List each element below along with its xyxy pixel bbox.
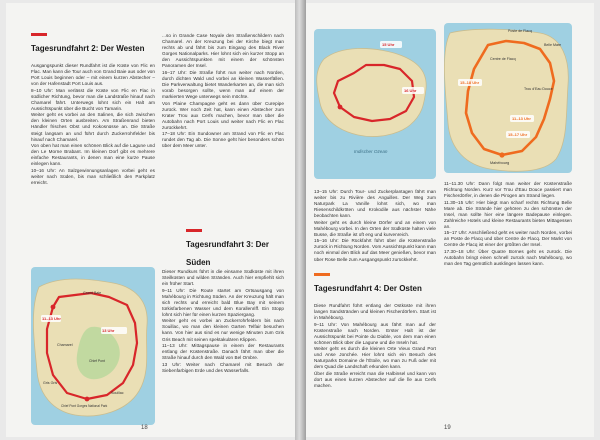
map-label: Poste de Flacq: [508, 29, 532, 33]
left-column-2-text: [162, 33, 284, 219]
route-map-south: [31, 267, 155, 425]
section-heading-south: [186, 229, 284, 270]
map-label: Gris Gris: [43, 381, 58, 385]
section-heading-text: Tagesrundfahrt 3: Der Süden: [186, 240, 269, 267]
paragraph: Von oben hat man einen schönen Blick auf die Lagune und den Le Morne Brabant. Im kleinen Dorf gibt es mehrere einfache Restaurants, in denen man eine kurze Pause einlegen kann.: [31, 143, 155, 167]
section-heading-west: [31, 33, 149, 56]
paragraph: Weiter geht es vorbei an den Salinen, die sich zwischen den kleinen Orten ausbreiten. Am Straßenrand bieten Händler frisches Obst und Kokosnüsse an. Die Straße steigt langsam an und führt durch Zuckerrohrfelder bis hinauf nach Chamarel.: [31, 112, 155, 142]
map-label: Chief Pont: [89, 359, 105, 363]
map-label: Souillac: [111, 391, 124, 395]
paragraph: 11–13 Uhr: Mittagspause in einem der Restaurants entlang der Küstenstraße. Danach fährt man über die Straße hinauf durch den Wald von Bel Ombre.: [162, 343, 284, 361]
right-page: [306, 3, 594, 437]
map-label: Centre de Flacq: [490, 57, 516, 61]
paragraph: Weiter geht es durch kleine Dörfer und an einem von Mahébourg vorbei. In den Orten der Südküste halten viele Busse, die Straße ist oft eng und kurvenreich.: [314, 219, 436, 237]
book-spine: [295, 0, 306, 440]
paragraph: 17.30–18 Uhr: Über Quatre Bornes geht es zurück. Die Autobahn bringt einen schnell zurück nach Mahébourg, wo man den Tag gemütlich ausklingen lassen kann.: [444, 249, 572, 267]
map-label: Chief Pont Gorges National Park: [61, 404, 108, 408]
right-column-2-text: [444, 181, 572, 421]
section-heading-text: Tagesrundfahrt 2: Der Westen: [31, 44, 145, 53]
map-label: 11–13 Uhr: [512, 116, 531, 121]
paragraph: 13 Uhr: Weiter nach Chamarel mit Besuch der Siebenfarbigen Erde und des Wasserfalls.: [162, 361, 284, 373]
map-graphic: [314, 29, 436, 179]
paragraph: Von Plaine Champagne geht es dann über Curepipe zurück. Wer noch Zeit hat, kann einen Abstecher zum Krater Trou aux Cerfs machen, bevor man über die Autobahn nach Port Louis und weiter nach Flic en Flac zurückkehrt.: [162, 100, 284, 130]
paragraph: 15–17 Uhr: Anschließend geht es weiter nach Norden, vorbei an Poste de Flacq und über Centre de Flacq. Der Markt von Centre de Flacq ist einer der größten der Insel.: [444, 230, 572, 248]
paragraph: 13–15 Uhr: Durch Tour- und Zuckerplantagen fährt man weiter bis zu Rivière des Anguilles. Der Weg zum Naturpark La Vanille lohnt sich, wo man Riesenschildkröten und Krokodile aus nächster Nähe beobachten kann.: [314, 189, 436, 219]
paragraph: 11.30–15 Uhr: Hier biegt man scharf rechts Richtung Belle Mare ab. Die Strände hier gehören zu den schönsten der Insel, man sollte hier eine längere Badepause einlegen. Zahlreiche Hotels und kleine Restaurants bieten Mittagessen an.: [444, 199, 572, 229]
heading-accent-bar: [314, 273, 330, 276]
section-heading-east: [314, 273, 426, 296]
map-label: 11–13 Uhr: [42, 316, 61, 321]
route-map-west: [314, 29, 436, 179]
map-label: 16 Uhr: [404, 88, 417, 93]
paragraph: Diese Rundfahrt führt entlang der Ostküste mit ihren langen Sandstränden und kleinen Fischerdörfern. Start ist in Mahébourg.: [314, 303, 436, 321]
left-column-2b-text: [162, 269, 284, 423]
paragraph: 9–11 Uhr: Von Mahébourg aus fährt man auf der Küstenstraße nach Norden. Erster Halt ist der Aussichtspunkt bei Pointe du Diable, von dem man einen schönen Blick über die Lagune und die Inseln hat.: [314, 321, 436, 345]
heading-accent-bar: [31, 33, 47, 36]
paragraph: ...so in Grande Case Noyale den Straßenschildern nach Chamarel. An der Kreuzung bei der Kirche biegt man rechts ab und fährt bis zum Eingang des Black River Gorges Nationalparks. Hier lohnt sich ein kurzer Stopp an den Aussichtspunkten mit einem der schönsten Panoramen der Insel.: [162, 33, 284, 69]
paragraph: 11–11.30 Uhr: Dann folgt man weiter der Küstenstraße Richtung Norden. Kurz vor Trou d'Eau Douce passiert man Fischerdörfer, in denen die Pirogen am Strand liegen.: [444, 181, 572, 199]
paragraph: Ausgangspunkt dieser Rundfahrt ist die Küste von Flic en Flac. Man kann die Tour auch von Grand Baie aus oder von Port Louis beginnen oder – mit einem kurzen Abstecher – von der Hafenstadt Port Louis aus.: [31, 63, 155, 87]
section-heading-text: Tagesrundfahrt 4: Der Osten: [314, 284, 422, 293]
map-label: Grand Baie: [83, 291, 102, 295]
page-number-right: 19: [444, 425, 451, 431]
right-column-1b-text: [314, 303, 436, 421]
map-label: Indischer Ozean: [354, 149, 388, 154]
paragraph: Dieser Rundkurs führt in die einsame Südküste mit ihren Steilküsten und wilden Stränden. Auch hier empfiehlt sich ein früher Start.: [162, 269, 284, 287]
map-label: Chamarel: [57, 343, 73, 347]
map-label: 15–18 Uhr: [460, 80, 480, 85]
map-label: 15–17 Uhr: [508, 132, 528, 137]
map-label: Belle Mare: [544, 43, 562, 47]
paragraph: Weiter geht es durch die kleinen Orte Vieux Grand Port und Anse Jonchée. Hier lohnt sich ein Besuch des Naturparks Domaine de l'Étoile, wo man zu Fuß oder mit dem Quad die Landschaft erkunden kann.: [314, 346, 436, 370]
paragraph: Über die Straße erreicht man die Halbinsel und kann von dort aus einen kurzen Abstecher auf die Île aux Cerfs machen.: [314, 371, 436, 389]
left-column-1-text: [31, 63, 155, 263]
map-label: 15 Uhr: [382, 42, 395, 47]
map-label: Mahébourg: [490, 161, 510, 165]
map-label: 13 Uhr: [102, 328, 115, 333]
paragraph: 16–17 Uhr: Die Straße führt nun weiter nach Norden, durch dichten Wald und vorbei an kleinen Wasserfällen. Die Parkverwaltung bietet Wanderkarten an, die man sich vorab besorgen sollte, wenn man auf einem der markierten Wege unterwegs sein möchte.: [162, 69, 284, 99]
paragraph: 9–11 Uhr: Die Route startet am Ortsausgang von Mahébourg in Richtung Süden. An der Kreuzung hält man sich rechts und erreicht bald Blue Bay mit seinem türkisfarbenen Wasser und dem Korallenriff. Ein Stopp lohnt sich hier für einen kurzen Spaziergang.: [162, 287, 284, 317]
paragraph: 17–18 Uhr: Ein Sundowner am Strand von Flic en Flac rundet den Tag ab. Die Sonne geht hier besonders schön über dem Meer unter.: [162, 131, 284, 149]
heading-accent-bar: [186, 229, 202, 232]
paragraph: 15–16 Uhr: Die Rückfahrt führt über die Küstenstraße zurück in Richtung Norden. Vom Aussichtspunkt kann man noch einmal den Blick auf das Meer genießen, bevor man über Rose Belle zum Ausgangspunkt zurückkehrt.: [314, 238, 436, 262]
paragraph: Weiter geht es vorbei an Zuckerrohrfeldern bis nach Souillac, wo man den kleinen Garten Telfair besuchen kann. Von hier aus sind es nur wenige Minuten zum Gris Gris Beach mit seinen spektakulären Klippen.: [162, 318, 284, 342]
page-number-left: 18: [141, 425, 148, 431]
left-page: [6, 3, 295, 437]
paragraph: 10–16 Uhr: An Salzgewinnungsanlagen vorbei geht es weiter nach Süden, bis man schließlich den Parkplatz erreicht.: [31, 167, 155, 185]
paragraph: 8–10 Uhr: Man verlässt die Küste von Flic en Flac in südlicher Richtung, bevor man die Landstraße hinauf nach Chamarel fährt. Unterwegs lohnt sich ein Halt am Aussichtspunkt über die Bucht von Tamarin.: [31, 87, 155, 111]
map-label: Trou d'Eau Douce: [524, 87, 553, 91]
right-column-1-text: [314, 189, 436, 265]
route-map-east: [444, 23, 572, 173]
